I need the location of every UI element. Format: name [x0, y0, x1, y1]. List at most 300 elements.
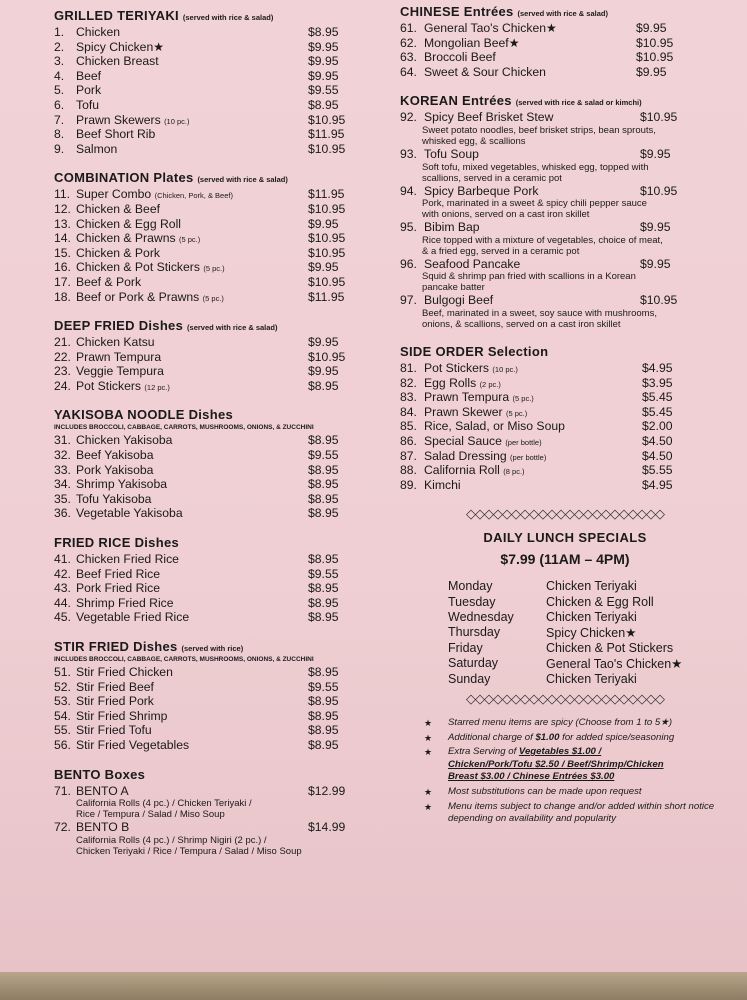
item-number: 1. [54, 25, 65, 39]
item-description: California Rolls (4 pc.) / Chicken Teriyaki / [76, 798, 252, 810]
item-name: Mongolian Beef★ [424, 35, 520, 50]
item-price: $8.95 [308, 25, 339, 39]
item-note: (Chicken, Pork, & Beef) [154, 191, 233, 201]
item-name: Chicken Katsu [76, 335, 155, 350]
item-price: $9.95 [308, 216, 339, 231]
item-name: Tofu Yakisoba [76, 491, 152, 506]
menu-item [54, 231, 374, 246]
menu-item [54, 202, 374, 217]
item-number: 3. [54, 54, 65, 69]
item-price: $4.50 [642, 448, 673, 463]
item-list [400, 361, 730, 492]
item-description: Sweet potato noodles, beef brisket strips, bean sprouts, [422, 124, 656, 136]
item-price: $10.95 [640, 110, 678, 125]
item-list [400, 21, 730, 79]
item-number: 85. [400, 419, 417, 434]
item-price: $10.95 [308, 274, 346, 289]
menu-item [54, 290, 374, 305]
menu-item [400, 257, 730, 272]
item-name: Veggie Tempura [76, 364, 164, 379]
item-description: with onions, served on a cast iron skillet [422, 209, 590, 221]
item-price: $9.95 [308, 68, 339, 83]
menu-item [54, 127, 374, 142]
item-number: 64. [400, 64, 417, 79]
lunch-dish: Chicken Teriyaki [546, 610, 637, 625]
item-name: Stir Fried Beef [76, 679, 154, 694]
item-price: $10.95 [308, 231, 346, 246]
lunch-dish: Spicy Chicken★ [546, 626, 637, 641]
table-edge [0, 972, 747, 1000]
item-description: Pork, marinated in a sweet & spicy chili pepper sauce [422, 198, 647, 210]
note-extra-serving: ★ Extra Serving of Vegetables $1.00 / Chicken/Pork/Tofu $2.50 / Beef/Shrimp/Chicken Breast $3.00 / Chinese Entrées $3.00 [424, 746, 664, 783]
item-price: $9.95 [308, 54, 339, 69]
item-description: Soft tofu, mixed vegetables, whisked egg, topped with [422, 161, 649, 173]
item-price: $4.95 [642, 360, 673, 375]
menu-item [400, 405, 730, 420]
item-name: Chicken & Pot Stickers [76, 260, 200, 275]
menu-item [54, 83, 374, 98]
item-name: Chicken & Prawns [76, 231, 176, 246]
menu-item [400, 419, 730, 434]
item-description: onions, & scallions, served on a cast iron skillet [422, 318, 621, 330]
section-title: YAKISOBA NOODLE Dishes [54, 407, 234, 423]
item-name: Prawn Tempura [76, 349, 162, 364]
lunch-schedule [400, 579, 730, 687]
item-name: Salad Dressing [424, 448, 507, 463]
item-price: $10.95 [308, 141, 346, 156]
lunch-row [400, 672, 730, 687]
item-number: 42. [54, 566, 71, 581]
menu-item [54, 738, 374, 753]
item-number: 21. [54, 335, 71, 350]
section-title: STIR FRIED Dishes (served with rice) [54, 639, 244, 654]
item-name: Chicken Breast [76, 54, 159, 69]
item-number: 24. [54, 378, 71, 393]
diamond-divider: ◇◇◇◇◇◇◇◇◇◇◇◇◇◇◇◇◇◇◇◇◇◇ [466, 691, 664, 707]
item-name: Pork Yakisoba [76, 462, 154, 477]
item-price: $5.45 [642, 404, 673, 419]
item-price: $4.95 [642, 477, 673, 492]
item-price: $8.95 [308, 433, 339, 448]
item-description: Rice / Tempura / Salad / Miso Soup [76, 809, 225, 821]
menu-item [54, 40, 374, 55]
item-name: Tofu Soup [424, 146, 479, 161]
item-name: Chicken Yakisoba [76, 433, 173, 448]
menu-item [54, 610, 374, 625]
item-number: 83. [400, 390, 417, 405]
lunch-day: Tuesday [448, 594, 496, 609]
note-spice-charge: ★ Additional charge of $1.00 for added spice/seasoning [424, 731, 675, 743]
item-price: $14.99 [308, 820, 346, 835]
item-number: 44. [54, 595, 71, 610]
item-price: $10.95 [636, 50, 674, 65]
item-number: 4. [54, 68, 65, 83]
lunch-price: $7.99 (11AM – 4PM) [500, 551, 630, 568]
item-number: 12. [54, 201, 71, 216]
item-name: Chicken Fried Rice [76, 552, 179, 567]
note-substitutions: ★ Most substitutions can be made upon request [424, 785, 642, 797]
item-price: $8.95 [308, 491, 339, 506]
item-number: 56. [54, 737, 71, 752]
menu-item [400, 50, 730, 65]
item-number: 84. [400, 404, 417, 419]
item-price: $9.95 [308, 335, 339, 350]
menu-item [54, 506, 374, 521]
menu-item [54, 784, 374, 799]
section-combination-plates [54, 170, 374, 304]
item-number: 82. [400, 375, 417, 390]
star-icon: ★ [424, 732, 433, 743]
item-note: (10 pc.) [164, 116, 190, 126]
item-number: 87. [400, 448, 417, 463]
item-number: 9. [54, 141, 65, 156]
item-name: Bulgogi Beef [424, 293, 494, 308]
menu-notes [400, 717, 730, 826]
menu-item [54, 379, 374, 394]
item-number: 8. [54, 127, 65, 142]
menu-item [54, 25, 374, 40]
item-number: 34. [54, 477, 71, 492]
section-fried-rice [54, 535, 374, 625]
item-name: Chicken [76, 25, 121, 39]
item-name: BENTO A [76, 783, 129, 798]
star-icon: ★ [424, 801, 433, 812]
lunch-row [400, 625, 730, 640]
item-price: $10.95 [308, 201, 346, 216]
item-number: 51. [54, 665, 71, 679]
menu-item [54, 260, 374, 275]
item-number: 32. [54, 448, 71, 463]
item-number: 15. [54, 245, 71, 260]
section-subtitle: INCLUDES BROCCOLI, CABBAGE, CARROTS, MUSHROOMS, ONIONS, & ZUCCHINI [54, 424, 314, 432]
item-price: $8.95 [308, 723, 339, 738]
item-number: 35. [54, 491, 71, 506]
star-icon: ★ [424, 718, 433, 729]
item-name: Prawn Tempura [424, 390, 510, 405]
item-price: $8.95 [308, 694, 339, 709]
item-list [54, 25, 374, 156]
item-price: $3.95 [642, 375, 673, 390]
item-description: pancake batter [422, 282, 485, 294]
lunch-day: Monday [448, 579, 493, 594]
menu-item [54, 433, 374, 448]
menu-item [54, 552, 374, 567]
item-description: & a fried egg, served in a ceramic pot [422, 245, 580, 257]
diamond-divider: ◇◇◇◇◇◇◇◇◇◇◇◇◇◇◇◇◇◇◇◇◇◇ [466, 506, 664, 522]
section-title: FRIED RICE Dishes [54, 535, 180, 551]
item-number: 14. [54, 231, 71, 246]
item-name: Shrimp Yakisoba [76, 477, 168, 492]
item-number: 94. [400, 183, 417, 198]
item-number: 93. [400, 146, 417, 161]
item-price: $9.95 [308, 39, 339, 54]
lunch-row [400, 610, 730, 625]
item-number: 95. [400, 220, 417, 235]
section-title: DEEP FRIED Dishes (served with rice & salad) [54, 318, 278, 334]
item-price: $9.55 [308, 566, 339, 581]
menu-item [400, 65, 730, 80]
item-number: 72. [54, 820, 71, 835]
item-price: $9.95 [640, 146, 671, 161]
item-number: 31. [54, 433, 71, 448]
item-name: Broccoli Beef [424, 50, 496, 65]
item-price: $9.55 [308, 448, 339, 463]
item-list [54, 552, 374, 625]
menu-item [54, 492, 374, 507]
item-number: 33. [54, 462, 71, 477]
item-price: $9.55 [308, 83, 339, 98]
menu-item [400, 36, 730, 51]
item-name: Prawn Skewers [76, 112, 161, 127]
item-description: Chicken Teriyaki / Rice / Tempura / Salad / Miso Soup [76, 845, 302, 857]
item-name: Bibim Bap [424, 220, 480, 235]
menu-item [400, 463, 730, 478]
menu-item [400, 376, 730, 391]
item-price: $8.95 [308, 708, 339, 723]
item-name: Stir Fried Chicken [76, 665, 173, 679]
item-name: Salmon [76, 141, 118, 156]
menu-item [54, 364, 374, 379]
lunch-row [400, 641, 730, 656]
item-price: $5.55 [642, 463, 673, 478]
item-name: Beef [76, 68, 102, 83]
menu-item [400, 147, 730, 162]
item-name: Stir Fried Shrimp [76, 708, 168, 723]
item-note: (10 pc.) [492, 364, 518, 374]
item-description: Rice topped with a mixture of vegetables, choice of meat, [422, 234, 663, 246]
item-price: $8.95 [308, 737, 339, 752]
item-number: 11. [54, 187, 71, 202]
item-name: Chicken & Egg Roll [76, 216, 181, 231]
item-price: $8.95 [308, 378, 339, 393]
menu-item [54, 98, 374, 113]
item-description: Beef, marinated in a sweet, soy sauce with mushrooms, [422, 307, 657, 319]
item-price: $8.95 [308, 506, 339, 521]
section-side-orders [400, 344, 730, 492]
menu-item [54, 477, 374, 492]
item-list [54, 665, 374, 753]
item-name: Sweet & Sour Chicken [424, 64, 546, 79]
star-icon: ★ [424, 786, 433, 797]
item-list [400, 110, 730, 330]
item-description: whisked egg, & scallions [422, 135, 526, 147]
lunch-specials [400, 530, 730, 687]
note-spicy: ★ Starred menu items are spicy (Choose from 1 to 5★) [424, 717, 673, 729]
lunch-day: Friday [448, 640, 483, 655]
item-number: 7. [54, 112, 65, 127]
section-title: KOREAN Entrées (served with rice & salad or kimchi) [400, 93, 642, 109]
item-number: 23. [54, 364, 71, 379]
item-number: 53. [54, 694, 71, 709]
item-name: Spicy Beef Brisket Stew [424, 110, 554, 125]
section-title: COMBINATION Plates (served with rice & salad) [54, 170, 288, 186]
lunch-day: Wednesday [448, 610, 514, 625]
item-name: Stir Fried Vegetables [76, 737, 190, 752]
menu-item [400, 220, 730, 235]
item-price: $11.95 [308, 187, 345, 202]
item-number: 18. [54, 289, 71, 304]
item-number: 45. [54, 610, 71, 625]
right-column [400, 4, 730, 828]
item-name: Vegetable Yakisoba [76, 506, 183, 521]
lunch-dish: General Tao's Chicken★ [546, 657, 683, 672]
section-title: BENTO Boxes [54, 766, 146, 782]
item-number: 6. [54, 97, 65, 112]
item-name: Stir Fried Tofu [76, 723, 152, 738]
menu-item [400, 110, 730, 125]
item-price: $5.45 [642, 390, 673, 405]
menu-item [54, 820, 374, 835]
item-note: (5 pc.) [512, 394, 534, 404]
item-list [54, 187, 374, 304]
item-price: $8.95 [308, 462, 339, 477]
item-number: 22. [54, 349, 71, 364]
item-number: 13. [54, 216, 71, 231]
menu-item [54, 187, 374, 202]
section-title: CHINESE Entrées (served with rice & salad) [400, 4, 608, 19]
item-name: Pork Fried Rice [76, 581, 160, 596]
menu-item [54, 217, 374, 232]
item-number: 5. [54, 83, 65, 98]
lunch-day: Saturday [448, 656, 499, 671]
lunch-row [400, 595, 730, 610]
item-name: Vegetable Fried Rice [76, 610, 190, 625]
menu-item [54, 723, 374, 738]
item-price: $10.95 [308, 112, 346, 127]
menu-item [400, 21, 730, 36]
item-price: $10.95 [308, 349, 346, 364]
item-number: 17. [54, 274, 71, 289]
menu-item [400, 184, 730, 199]
item-name: Super Combo [76, 187, 152, 202]
item-note: (per bottle) [505, 437, 542, 447]
left-column [54, 8, 374, 871]
lunch-title: DAILY LUNCH SPECIALS [483, 530, 647, 546]
item-name: Shrimp Fried Rice [76, 595, 174, 610]
menu-item [54, 581, 374, 596]
item-name: Beef or Pork & Prawns [76, 289, 200, 304]
item-name: California Roll [424, 463, 500, 478]
menu-item [400, 361, 730, 376]
item-name: Pot Stickers [424, 360, 490, 375]
item-name: Beef Fried Rice [76, 566, 160, 581]
item-number: 89. [400, 477, 417, 492]
item-price: $8.95 [308, 665, 339, 679]
item-number: 81. [400, 360, 417, 375]
menu-item [400, 390, 730, 405]
item-note: (12 pc.) [144, 382, 170, 392]
item-price: $11.95 [308, 127, 345, 142]
item-name: Stir Fried Pork [76, 694, 154, 709]
item-price: $11.95 [308, 289, 345, 304]
lunch-dish: Chicken & Pot Stickers [546, 640, 674, 655]
menu-item [54, 113, 374, 128]
item-price: $10.95 [636, 35, 674, 50]
item-note: (5 pc.) [202, 293, 224, 303]
item-price: $8.95 [308, 610, 339, 625]
section-bento [54, 767, 374, 857]
section-yakisoba [54, 407, 374, 521]
menu-item [54, 54, 374, 69]
item-note: (5 pc.) [505, 408, 528, 418]
section-korean-entrees [400, 93, 730, 330]
menu-item [54, 275, 374, 290]
item-name: Beef Yakisoba [76, 448, 154, 463]
menu-item [54, 709, 374, 724]
item-number: 97. [400, 293, 417, 308]
item-list [54, 335, 374, 393]
item-price: $8.95 [308, 595, 339, 610]
menu-item [400, 478, 730, 493]
star-icon: ★ [424, 747, 433, 758]
menu-item [54, 463, 374, 478]
item-name: Special Sauce [424, 433, 502, 448]
item-price: $9.95 [640, 256, 671, 271]
item-list [54, 784, 374, 857]
lunch-day: Thursday [448, 625, 501, 640]
item-name: Prawn Skewer [424, 404, 503, 419]
menu-item [54, 448, 374, 463]
item-name: Seafood Pancake [424, 256, 521, 271]
item-note: (5 pc.) [178, 235, 201, 245]
item-name: Tofu [76, 97, 100, 112]
menu-item [54, 680, 374, 695]
section-title: SIDE ORDER Selection [400, 343, 549, 359]
item-price: $9.95 [308, 260, 339, 275]
lunch-dish: Chicken & Egg Roll [546, 594, 654, 609]
item-price: $8.95 [308, 552, 339, 567]
item-description: California Rolls (4 pc.) / Shrimp Nigiri (2 pc.) / [76, 834, 267, 846]
item-price: $9.95 [636, 21, 667, 35]
item-name: Beef & Pork [76, 274, 142, 289]
item-number: 86. [400, 433, 417, 448]
item-price: $8.95 [308, 97, 339, 112]
menu-item [54, 567, 374, 582]
item-name: General Tao's Chicken★ [424, 21, 557, 35]
lunch-row [400, 656, 730, 671]
item-name: BENTO B [76, 820, 130, 835]
menu-item [54, 665, 374, 680]
item-price: $8.95 [308, 477, 339, 492]
lunch-dish: Chicken Teriyaki [546, 671, 637, 686]
item-number: 71. [54, 783, 71, 798]
menu-item [54, 694, 374, 709]
item-number: 16. [54, 260, 71, 275]
item-number: 96. [400, 256, 417, 271]
menu-item [400, 434, 730, 449]
item-name: Spicy Chicken★ [76, 39, 165, 54]
menu-item [400, 449, 730, 464]
item-name: Chicken & Beef [76, 201, 161, 216]
item-price: $10.95 [308, 245, 346, 260]
item-price: $9.95 [308, 364, 339, 379]
lunch-day: Sunday [448, 671, 491, 686]
item-number: 55. [54, 723, 71, 738]
menu-item [54, 142, 374, 157]
menu-item [54, 69, 374, 84]
item-price: $12.99 [308, 783, 346, 798]
item-number: 41. [54, 552, 71, 567]
menu-item [54, 246, 374, 261]
item-number: 62. [400, 35, 417, 50]
item-price: $10.95 [640, 183, 678, 198]
menu-item [54, 350, 374, 365]
item-price: $2.00 [642, 419, 673, 434]
item-number: 43. [54, 581, 71, 596]
lunch-dish: Chicken Teriyaki [546, 579, 637, 594]
item-price: $9.95 [636, 64, 667, 79]
item-name: Pot Stickers [76, 378, 142, 393]
